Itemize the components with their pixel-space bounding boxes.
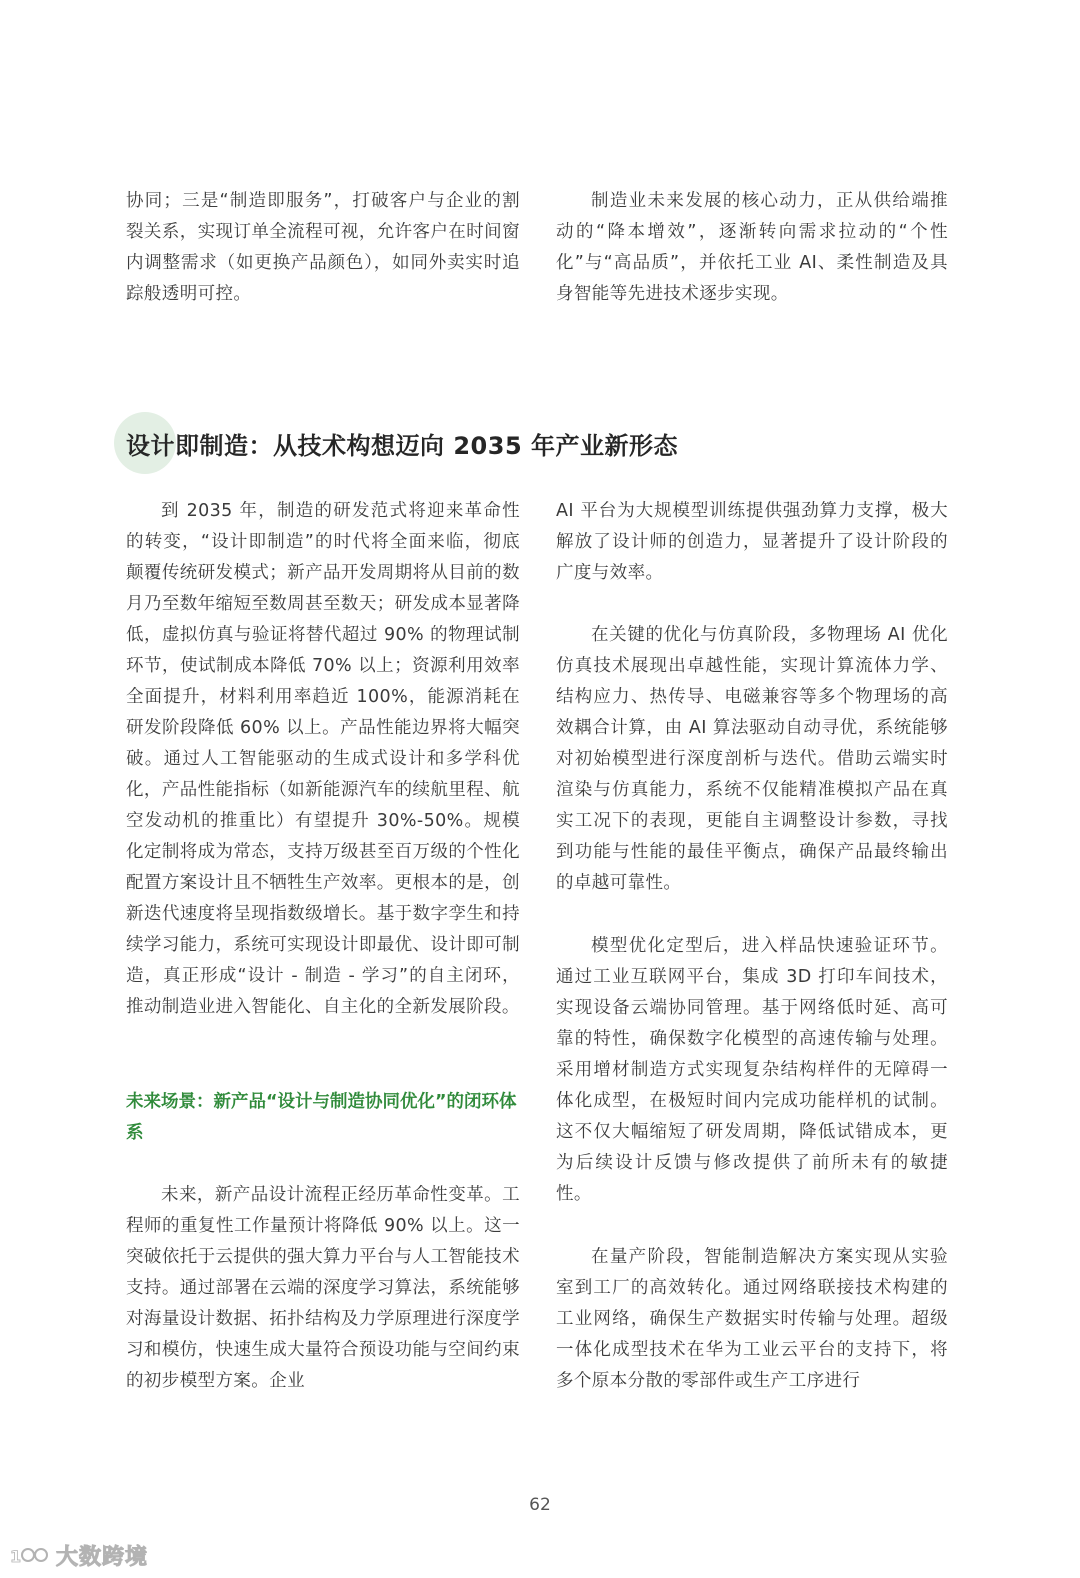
right-paragraph-4: 在量产阶段，智能制造解决方案实现从实验室到工厂的高效转化。通过网络联接技术构建的工业网络，确保生产数据实时传输与处理。超级一体化成型技术在华为工业云平台的支持下，将多个原本分散的零部件或生产工序进行 <box>556 1247 948 1391</box>
future-scenario-subheading: 未来场景：新产品“设计与制造协同优化”的闭环体系 <box>126 1092 517 1143</box>
watermark <box>8 1538 148 1572</box>
top-left-paragraph: 协同；三是“制造即服务”，打破客户与企业的割裂关系，实现订单全流程可视，允许客户在时间窗内调整需求（如更换产品颜色），如同外卖实时追踪般透明可控。 <box>126 191 520 304</box>
page-number: 62 <box>529 1495 551 1515</box>
svg-text:1: 1 <box>10 1547 22 1566</box>
left-paragraph-1: 到 2035 年，制造的研发范式将迎来革命性的转变，“设计即制造”的时代将全面来临，彻底颠覆传统研发模式；新产品开发周期将从目前的数月乃至数年缩短至数周甚至数天；研发成本显著降低，虚拟仿真与验证将替代超过 90% 的物理试制环节，使试制成本降低 70% 以上；资源利用效率全面提升，材料利用率趋近 100%，能源消耗在研发阶段降低 60% 以上。产品性能边界将大幅突破。通过人工智能驱动的生成式设计和多学科优化，产品性能指标（如新能源汽车的续航里程、航空发动机的推重比）有望提升 30%-50%。规模化定制将成为常态，支持万级甚至百万级的个性化配置方案设计且不牺牲生产效率。更根本的是，创新迭代速度将呈现指数级增长。基于数字孪生和持续学习能力，系统可实现设计即最优、设计即可制造，真正形成“设计 - 制造 - 学习”的自主闭环，推动制造业进入智能化、自主化的全新发展阶段。 <box>126 501 520 1017</box>
right-paragraph-1: AI 平台为大规模型训练提供强劲算力支撑，极大解放了设计师的创造力，显著提升了设计阶段的广度与效率。 <box>556 501 948 583</box>
section-heading <box>114 412 974 476</box>
left-paragraph-2: 未来，新产品设计流程正经历革命性变革。工程师的重复性工作量预计将降低 90% 以上。这一突破依托于云提供的强大算力平台与人工智能技术支持。通过部署在云端的深度学习算法，系统能够对海量设计数据、拓扑结构及力学原理进行深度学习和模仿，快速生成大量符合预设功能与空间约束的初步模型方案。企业 <box>126 1185 520 1391</box>
section-title: 设计即制造：从技术构想迈向 2035 年产业新形态 <box>126 432 679 460</box>
watermark-logo-icon <box>8 1540 52 1570</box>
right-paragraph-3: 模型优化定型后，进入样品快速验证环节。通过工业互联网平台，集成 3D 打印车间技术，实现设备云端协同管理。基于网络低时延、高可靠的特性，确保数字化模型的高速传输与处理。采用增材制造方式实现复杂结构样件的无障碍一体化成型，在极短时间内完成功能样机的试制。这不仅大幅缩短了研发周期，降低试错成本，更为后续设计反馈与修改提供了前所未有的敏捷性。 <box>556 936 948 1204</box>
right-paragraph-2: 在关键的优化与仿真阶段，多物理场 AI 优化仿真技术展现出卓越性能，实现计算流体力学、结构应力、热传导、电磁兼容等多个物理场的高效耦合计算，由 AI 算法驱动自动寻优，系统能够对初始模型进行深度剖析与迭代。借助云端实时渲染与仿真能力，系统不仅能精准模拟产品在真实工况下的表现，更能自主调整设计参数，寻找到功能与性能的最佳平衡点，确保产品最终输出的卓越可靠性。 <box>556 625 948 893</box>
top-right-paragraph: 制造业未来发展的核心动力，正从供给端推动的“降本增效”，逐渐转向需求拉动的“个性化”与“高品质”，并依托工业 AI、柔性制造及具身智能等先进技术逐步实现。 <box>556 191 948 304</box>
watermark-text: 大数跨境 <box>56 1544 149 1570</box>
